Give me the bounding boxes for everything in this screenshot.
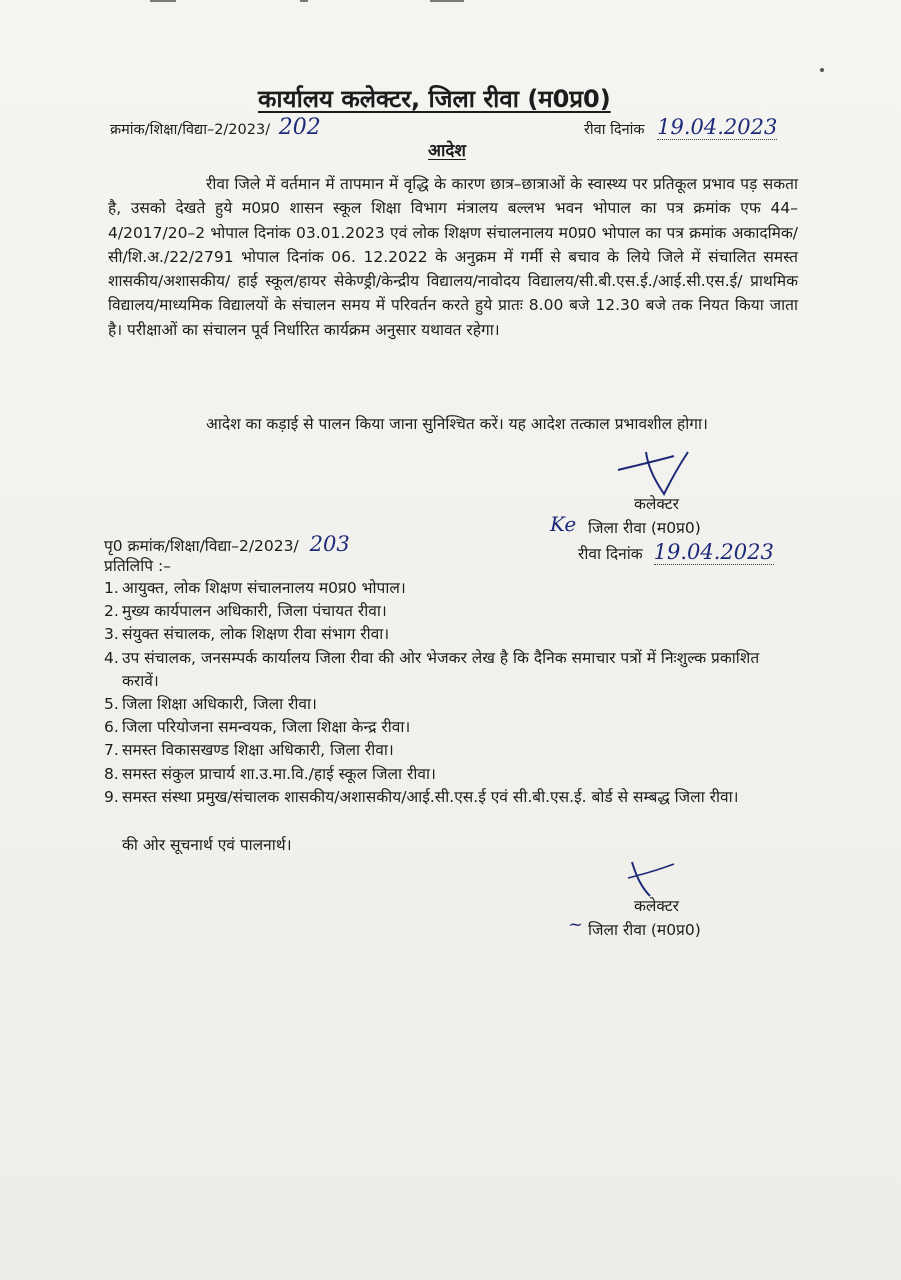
list-item: 7. समस्त विकासखण्ड शिक्षा अधिकारी, जिला रीवा। bbox=[104, 741, 394, 760]
order-heading: आदेश bbox=[428, 141, 466, 161]
order-paragraph-2: आदेश का कड़ाई से पालन किया जाना सुनिश्चित करें। यह आदेश तत्काल प्रभावशील होगा। bbox=[206, 415, 708, 433]
initial-mark: Ke bbox=[550, 512, 577, 536]
scan-mark bbox=[300, 0, 308, 2]
copy-reference-prefix: पृ0 क्रमांक/शिक्षा/विद्या–2/2023/ bbox=[104, 537, 299, 555]
signature-2-designation: कलेक्टर bbox=[634, 897, 680, 915]
copy-recipients-list bbox=[104, 577, 794, 809]
scan-mark bbox=[820, 68, 824, 72]
list-item: 6. जिला परियोजना समन्वयक, जिला शिक्षा केन्द्र रीवा। bbox=[104, 718, 411, 737]
scan-mark bbox=[430, 0, 464, 2]
signature-2-office: जिला रीवा (म0प्र0) bbox=[588, 921, 701, 939]
order-reference bbox=[110, 115, 321, 140]
copy-reference bbox=[104, 532, 350, 556]
reference-prefix: क्रमांक/शिक्षा/विद्या–2/2023/ bbox=[110, 122, 271, 138]
signature-1-date-handwritten: 19.04.2023 bbox=[653, 540, 774, 564]
scan-mark bbox=[150, 0, 176, 2]
office-title: कार्यालय कलेक्टर, जिला रीवा (म0प्र0) bbox=[258, 85, 611, 113]
list-item: 5. जिला शिक्षा अधिकारी, जिला रीवा। bbox=[104, 695, 317, 714]
order-date bbox=[584, 115, 777, 139]
signature-1-designation: कलेक्टर bbox=[634, 495, 680, 513]
signature-1-date-label: रीवा दिनांक bbox=[578, 545, 643, 563]
order-paragraph-1: रीवा जिले में वर्तमान में तापमान में वृद्धि के कारण छात्र–छात्राओं के स्वास्थ्य पर प्रतिकूल प्रभाव पड़ सकता है, उसको देखते हुये म0प्र0 शासन स्कूल शिक्षा विभाग मंत्रालय बल्लभ भवन भोपाल का पत्र क्रमांक एफ 44–4/2017/20–2 भोपाल दिनांक 03.01.2023 एवं लोक शिक्षण संचालनालय म0प्र0 भोपाल का पत्र क्रमांक अकादमिक/सी/शि.अ./22/2791 भोपाल दिनांक 06. 12.2022 के अनुक्रम में गर्मी से बचाव के लिये जिले में संचालित समस्त शासकीय/अशासकीय/ हाई स्कूल/हायर सेकेण्ड्री/केन्द्रीय विद्यालय/नावोदय विद्यालय/सी.बी.एस.ई./आई.सी.एस.ई/ प्राथमिक विद्यालय/माध्यमिक विद्यालयों के संचालन समय में परिवर्तन करते हुये प्रातः 8.00 बजे 12.30 बजे तक नियत किया जाता है। परीक्षाओं का संचालन पूर्व निर्धारित कार्यक्रम अनुसार यथावत रहेगा। bbox=[108, 175, 798, 339]
list-item: 8. समस्त संकुल प्राचार्य शा.उ.मा.वि./हाई स्कूल जिला रीवा। bbox=[104, 764, 436, 783]
signature-1-scribble bbox=[612, 448, 692, 498]
reference-number-handwritten: 202 bbox=[278, 115, 321, 140]
signature-1-office: जिला रीवा (म0प्र0) bbox=[588, 519, 701, 537]
list-item: 4. उप संचालक, जनसम्पर्क कार्यालय जिला रीवा की ओर भेजकर लेख है कि दैनिक समाचार पत्रों में निःशुल्क प्रकाशित करावें। bbox=[104, 648, 760, 690]
list-item: 9. समस्त संस्था प्रमुख/संचालक शासकीय/अशासकीय/आई.सी.एस.ई एवं सी.बी.एस.ई. बोर्ड से सम्बद्ध जिला रीवा। bbox=[104, 787, 739, 806]
date-label: रीवा दिनांक bbox=[584, 122, 645, 138]
signature-1-date bbox=[578, 540, 774, 564]
copy-reference-number-handwritten: 203 bbox=[309, 532, 350, 556]
list-item: 3. संयुक्त संचालक, लोक शिक्षण रीवा संभाग रीवा। bbox=[104, 625, 390, 644]
date-handwritten: 19.04.2023 bbox=[657, 115, 778, 139]
copy-label: प्रतिलिपि :– bbox=[104, 557, 171, 575]
copy-closing: की ओर सूचनार्थ एवं पालनार्थ। bbox=[122, 836, 292, 854]
list-item: 2. मुख्य कार्यपालन अधिकारी, जिला पंचायत रीवा। bbox=[104, 602, 387, 621]
list-item: 1. आयुक्त, लोक शिक्षण संचालनालय म0प्र0 भोपाल। bbox=[104, 579, 406, 597]
initial-mark: ~ bbox=[568, 914, 584, 935]
signature-2-scribble bbox=[622, 858, 682, 898]
